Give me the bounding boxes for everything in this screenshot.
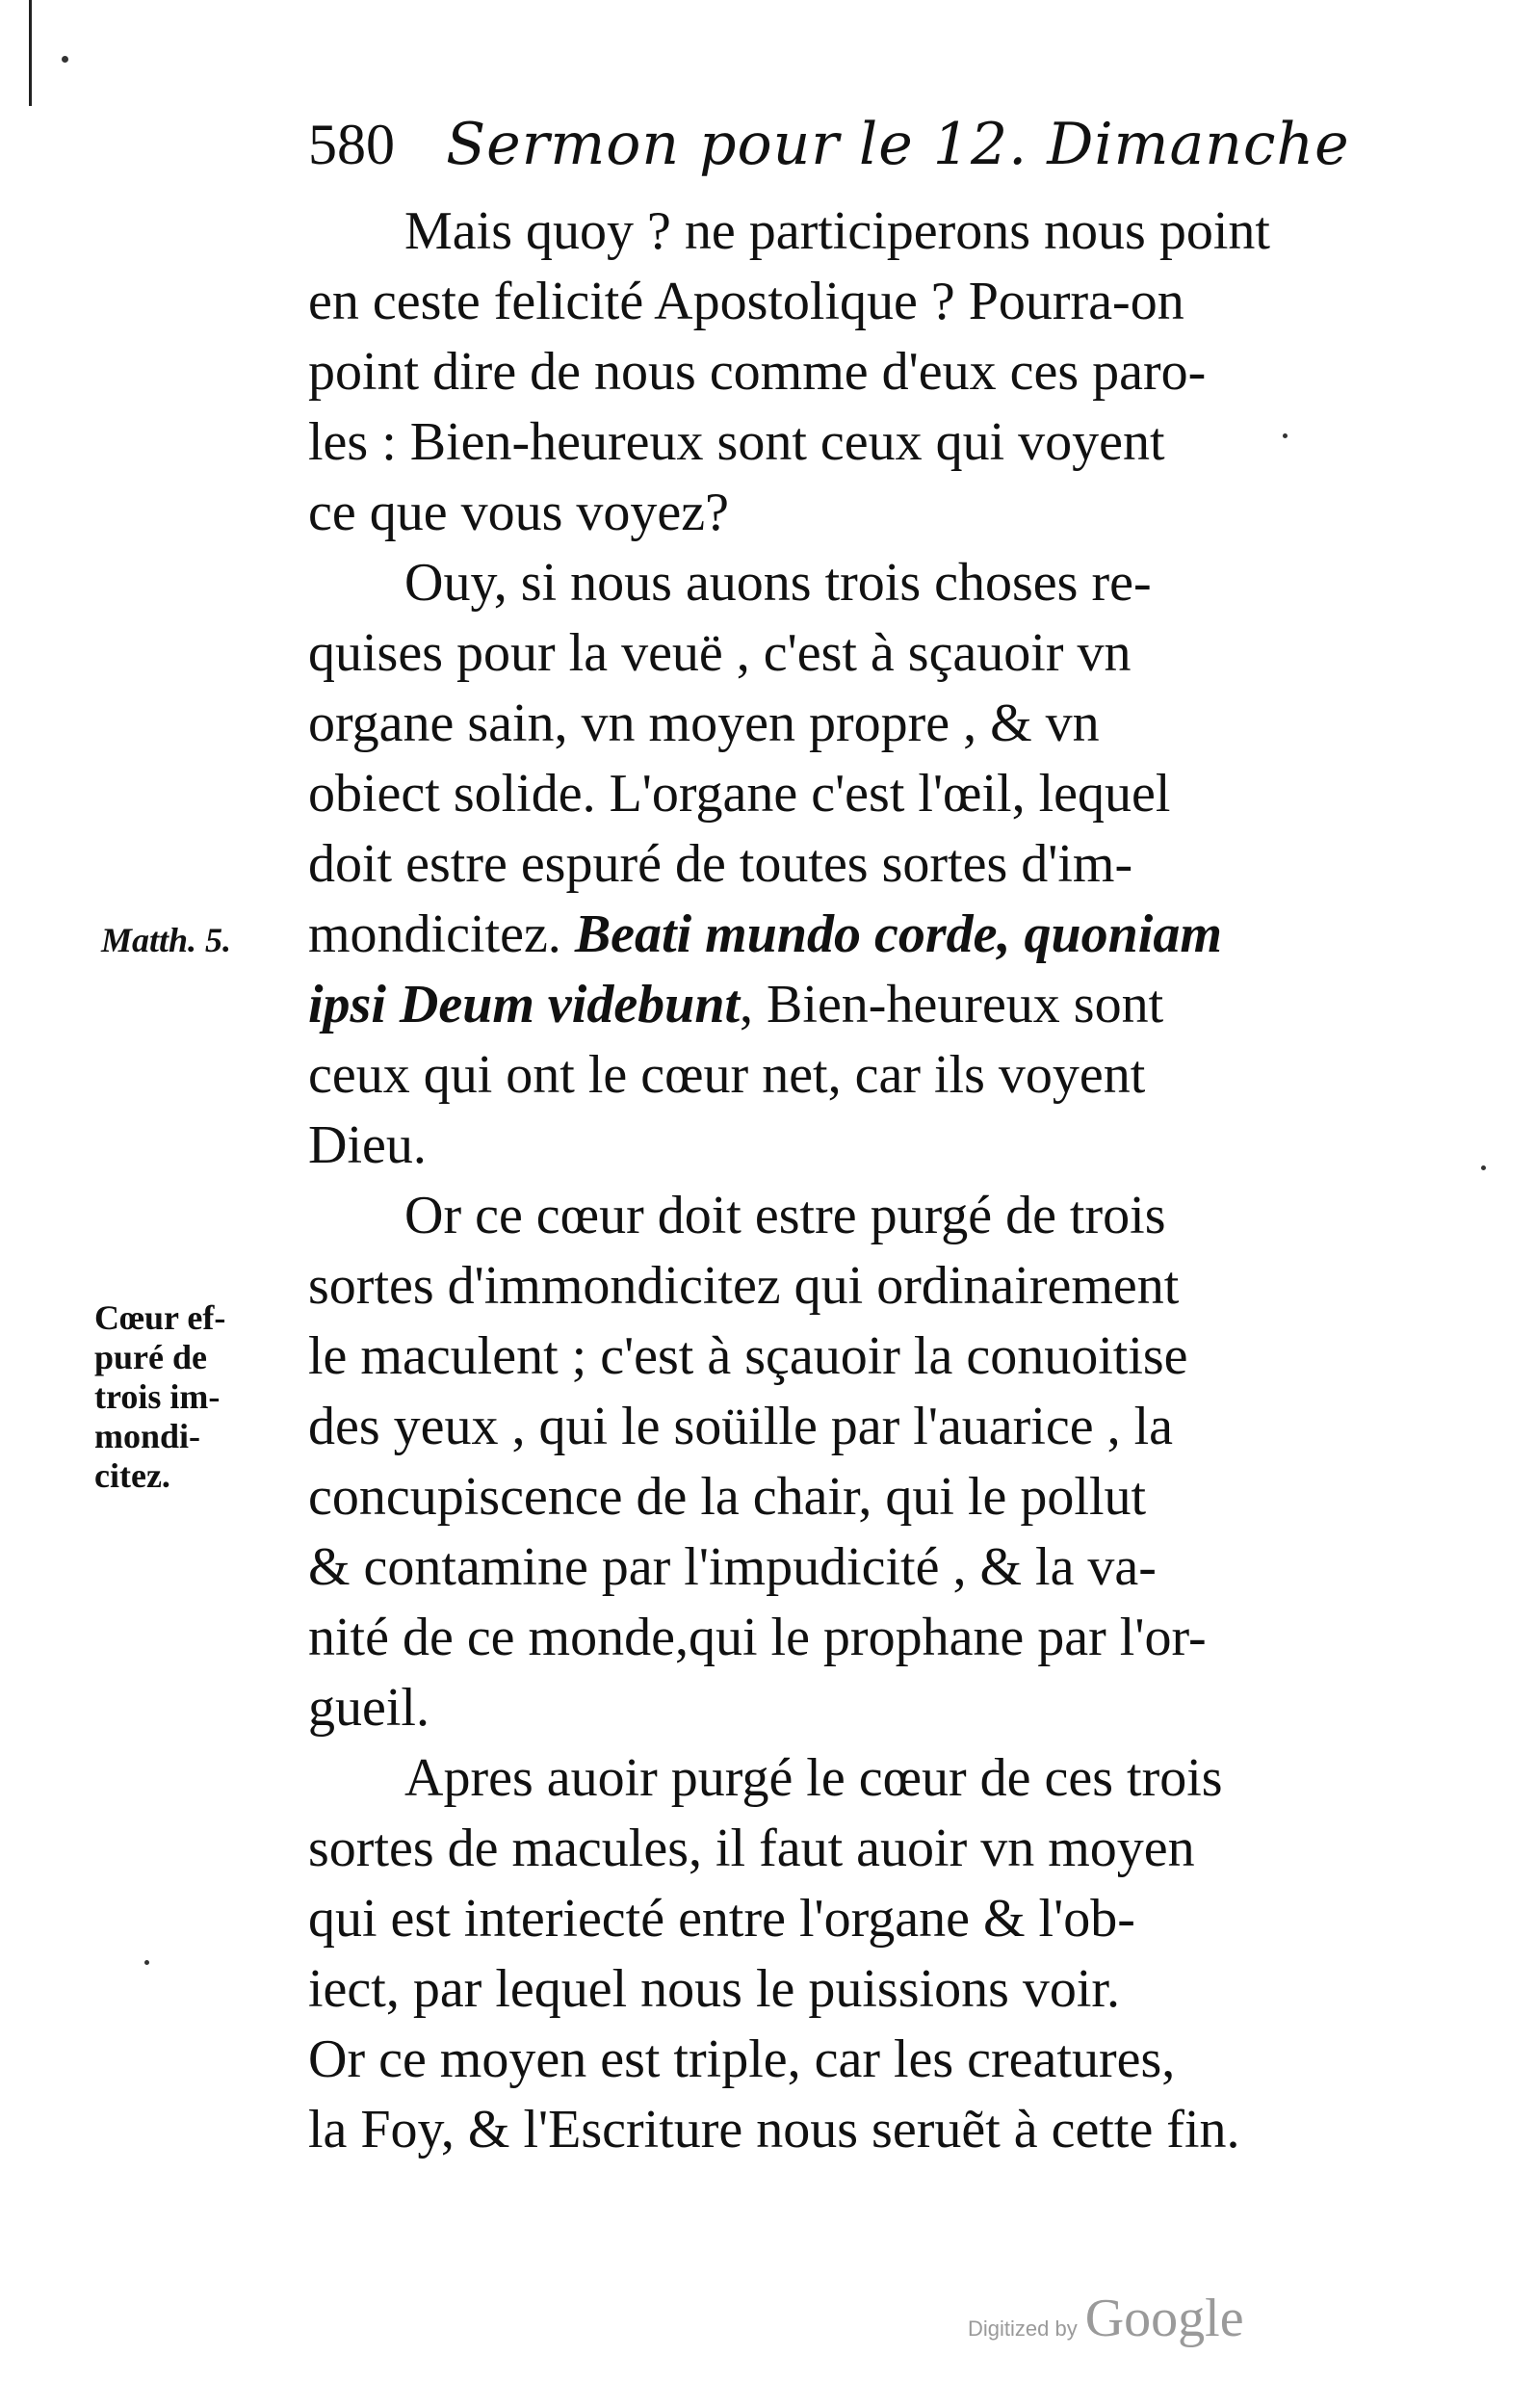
text-line: des yeux , qui le soüille par l'auarice , la xyxy=(308,1397,1173,1456)
text-line: ceux qui ont le cœur net, car ils voyent xyxy=(308,1045,1146,1105)
text-line: qui est interiecté entre l'organe & l'ob- xyxy=(308,1889,1135,1949)
side-note-line: mondi- xyxy=(94,1417,201,1455)
text-line: en ceste felicité Apostolique ? Pourra-on xyxy=(308,272,1184,331)
watermark-prefix: Digitized by xyxy=(968,2316,1078,2341)
google-watermark xyxy=(968,2288,1244,2349)
text-line: Dieu. xyxy=(308,1115,427,1175)
running-title: Sermon pour le 12. Dimanche xyxy=(446,111,1350,178)
text-line: sortes de macules, il faut auoir vn moyen xyxy=(308,1819,1195,1878)
text-line: Or ce moyen est triple, car les creatures, xyxy=(308,2029,1176,2089)
text-line: obiect solide. L'organe c'est l'œil, lequel xyxy=(308,764,1171,824)
scripture-reference: Matth. 5. xyxy=(101,921,232,959)
speck xyxy=(62,56,68,63)
text-line: la Foy, & l'Escriture nous seruẽt à cette fin. xyxy=(308,2100,1240,2159)
side-note-line: puré de xyxy=(94,1338,207,1376)
text-line: doit estre espuré de toutes sortes d'im- xyxy=(308,834,1133,894)
text-line: ce que vous voyez? xyxy=(308,483,729,542)
text-line: Ouy, si nous auons trois choses re- xyxy=(404,553,1152,613)
text-line: point dire de nous comme d'eux ces paro- xyxy=(308,342,1207,402)
text-line: Or ce cœur doit estre purgé de trois xyxy=(404,1186,1166,1245)
latin-quotation: ipsi Deum videbunt xyxy=(308,975,741,1034)
book-page xyxy=(308,106,1377,2165)
text-line: quises pour la veuë , c'est à sçauoir vn xyxy=(308,623,1132,683)
margin-side-note xyxy=(94,1298,225,1496)
text-line: concupiscence de la chair, qui le pollut xyxy=(308,1467,1147,1527)
scan-edge-line xyxy=(29,0,32,106)
speck xyxy=(1481,1165,1486,1170)
side-note-line: citez. xyxy=(94,1456,170,1495)
side-note-line: Cœur ef- xyxy=(94,1298,226,1337)
text-line: les : Bien-heureux sont ceux qui voyent xyxy=(308,412,1165,472)
page-header xyxy=(308,106,1377,183)
body-text xyxy=(308,196,1377,2165)
text-line: le maculent ; c'est à sçauoir la conuoitise xyxy=(308,1326,1188,1386)
latin-quotation: Beati mundo corde, quoniam xyxy=(574,904,1222,964)
page-number: 580 xyxy=(308,113,395,176)
google-logo: Google xyxy=(1084,2289,1244,2348)
text-line: organe sain, vn moyen propre , & vn xyxy=(308,694,1100,753)
speck xyxy=(144,1960,149,1965)
text-line: sortes d'immondicitez qui ordinairement xyxy=(308,1256,1180,1316)
text-line: iect, par lequel nous le puissions voir. xyxy=(308,1959,1120,2019)
text-line: Apres auoir purgé le cœur de ces trois xyxy=(404,1748,1223,1808)
text-line: gueil. xyxy=(308,1678,429,1738)
text-line: nité de ce monde,qui le prophane par l'or- xyxy=(308,1608,1207,1667)
text-line: & contamine par l'impudicité , & la va- xyxy=(308,1537,1157,1597)
side-note-line: trois im- xyxy=(94,1377,221,1416)
text-line: ipsi Deum videbunt, Bien-heureux sont xyxy=(308,975,1164,1034)
text-line: Mais quoy ? ne participerons nous point xyxy=(404,201,1270,261)
text-line: mondicitez. Beati mundo corde, quoniam xyxy=(308,904,1222,964)
